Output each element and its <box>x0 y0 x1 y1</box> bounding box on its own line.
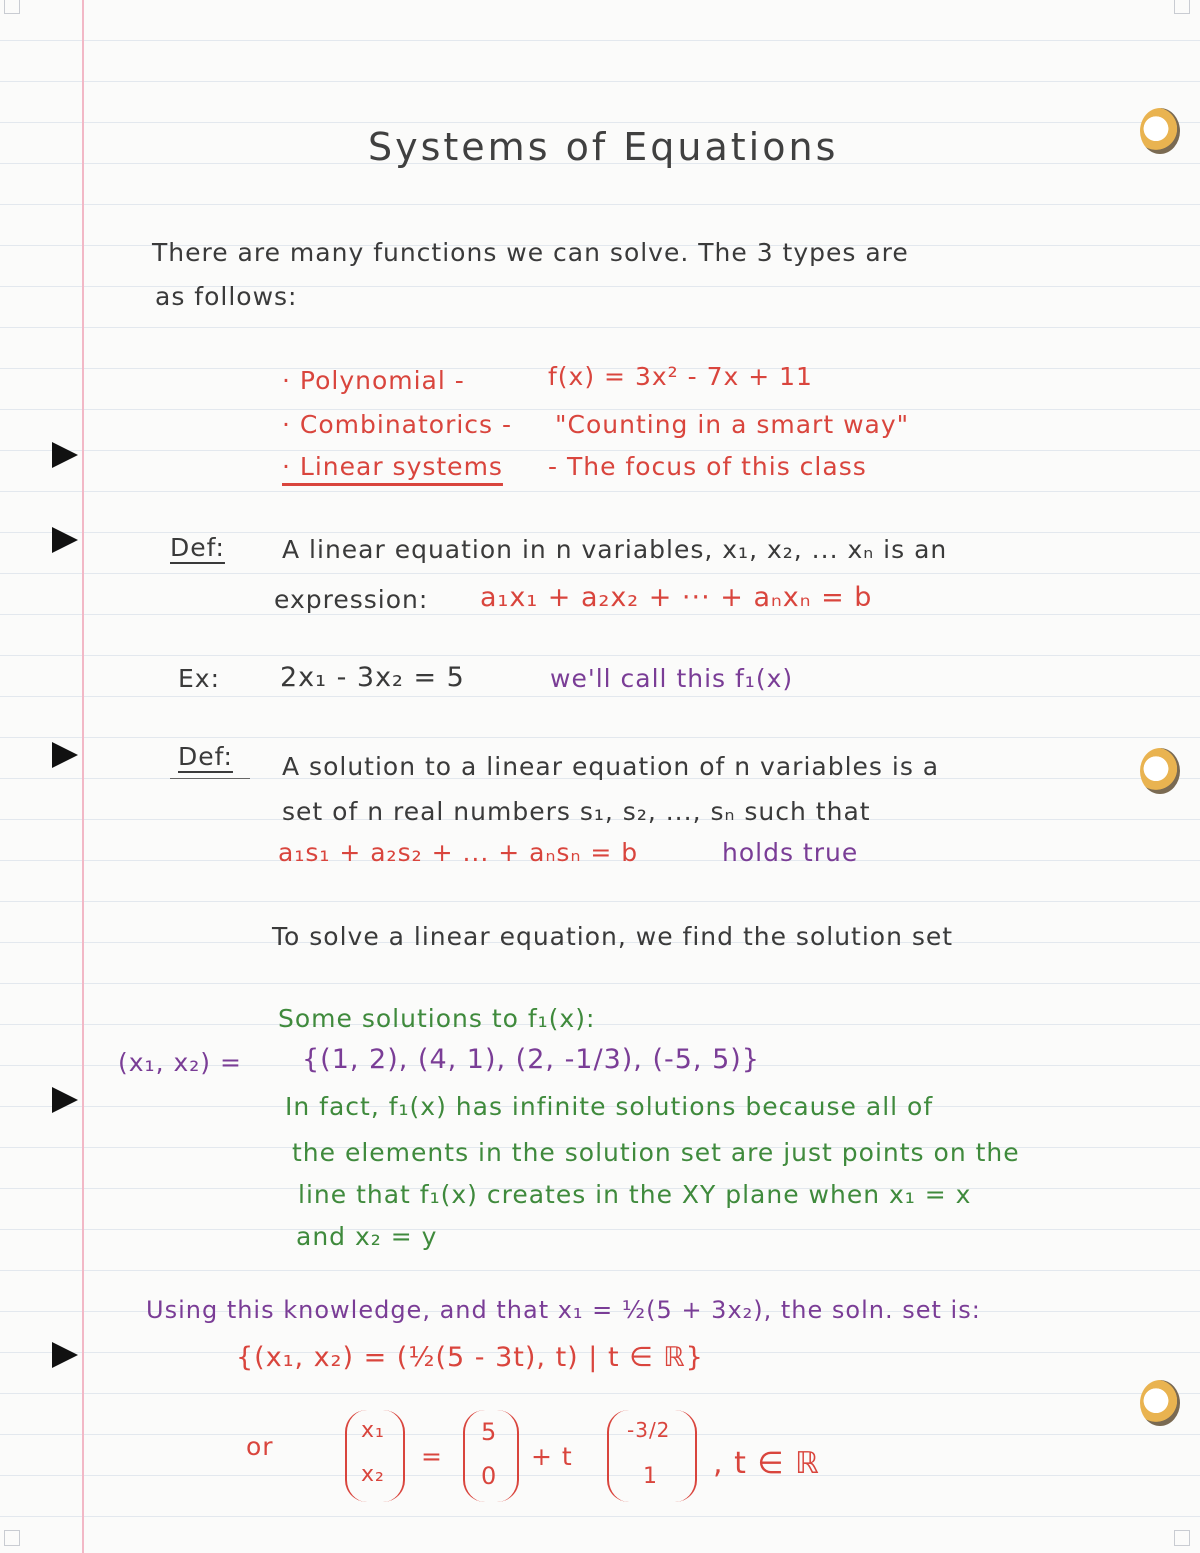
solutions-fact-4: and x₂ = y <box>296 1222 438 1251</box>
def2-line-1: A solution to a linear equation of n variables is a <box>282 752 940 781</box>
def1-line-1: A linear equation in n variables, x₁, x₂, ... xₙ is an <box>282 535 948 564</box>
def2-label: Def: <box>178 742 233 771</box>
example-note: we'll call this f₁(x) <box>550 664 794 693</box>
def2-label-underline <box>170 778 250 779</box>
vector-x <box>345 1410 405 1502</box>
binder-hole <box>1140 748 1180 794</box>
vector-direction-top: -3/2 <box>627 1418 671 1442</box>
example-label: Ex: <box>178 664 221 693</box>
def2-line-2: set of n real numbers s₁, s₂, ..., sₙ such that <box>282 797 871 826</box>
equals-sign: = <box>421 1442 443 1471</box>
vector-direction <box>607 1410 697 1502</box>
solutions-fact-1: In fact, f₁(x) has infinite solutions because all of <box>285 1092 934 1121</box>
vector-constant-bottom: 0 <box>481 1462 498 1490</box>
page-corner-mark <box>1174 0 1190 14</box>
solutions-fact-3: line that f₁(x) creates in the XY plane when x₁ = x <box>298 1180 972 1209</box>
plus-t: + t <box>531 1442 573 1471</box>
type-name-polynomial: · Polynomial - <box>282 366 465 395</box>
or-label: or <box>246 1432 274 1461</box>
example-equation: 2x₁ - 3x₂ = 5 <box>280 662 465 693</box>
margin-line <box>82 0 84 1553</box>
binder-hole <box>1140 1380 1180 1426</box>
page-corner-mark <box>4 0 20 14</box>
def2-formula: a₁s₁ + a₂s₂ + ... + aₙsₙ = b <box>278 838 639 867</box>
solutions-set: {(1, 2), (4, 1), (2, -1/3), (-5, 5)} <box>302 1044 760 1075</box>
bookmark-arrow[interactable] <box>52 1342 78 1368</box>
type-desc-linear-systems: - The focus of this class <box>548 452 867 481</box>
page-corner-mark <box>1174 1530 1190 1546</box>
type-desc-combinatorics: "Counting in a smart way" <box>555 410 910 439</box>
bookmark-arrow[interactable] <box>52 527 78 553</box>
vector-equation <box>345 1410 905 1510</box>
intro-line-2: as follows: <box>155 282 298 311</box>
intro-line-1: There are many functions we can solve. The 3 types are <box>152 238 909 267</box>
vector-direction-bottom: 1 <box>643 1464 658 1489</box>
vector-constant <box>463 1410 519 1502</box>
domain-note: , t ∈ ℝ <box>713 1446 820 1481</box>
binder-hole <box>1140 108 1180 154</box>
vector-constant-top: 5 <box>481 1418 498 1446</box>
def1-line-2: expression: <box>274 585 429 614</box>
type-desc-polynomial: f(x) = 3x² - 7x + 11 <box>548 362 813 391</box>
solve-line: To solve a linear equation, we find the solution set <box>272 922 954 951</box>
solutions-heading: Some solutions to f₁(x): <box>278 1004 596 1033</box>
type-name-linear-systems: · Linear systems <box>282 452 503 481</box>
page-title: Systems of Equations <box>368 125 839 169</box>
using-line: Using this knowledge, and that x₁ = ½(5 + 3x₂), the soln. set is: <box>146 1296 981 1324</box>
def1-label: Def: <box>170 533 225 562</box>
vector-x-top: x₁ <box>361 1418 385 1443</box>
solution-set-param: {(x₁, x₂) = (½(5 - 3t), t) | t ∈ ℝ} <box>236 1342 704 1373</box>
def2-suffix: holds true <box>722 838 859 867</box>
def1-formula: a₁x₁ + a₂x₂ + ··· + aₙxₙ = b <box>480 582 873 613</box>
type-name-combinatorics: · Combinatorics - <box>282 410 513 439</box>
bookmark-arrow[interactable] <box>52 1087 78 1113</box>
bookmark-arrow[interactable] <box>52 442 78 468</box>
bookmark-arrow[interactable] <box>52 742 78 768</box>
solutions-pair: (x₁, x₂) = <box>118 1048 242 1077</box>
solutions-fact-2: the elements in the solution set are just points on the <box>292 1138 1020 1167</box>
page-corner-mark <box>4 1530 20 1546</box>
vector-x-bottom: x₂ <box>361 1462 385 1487</box>
